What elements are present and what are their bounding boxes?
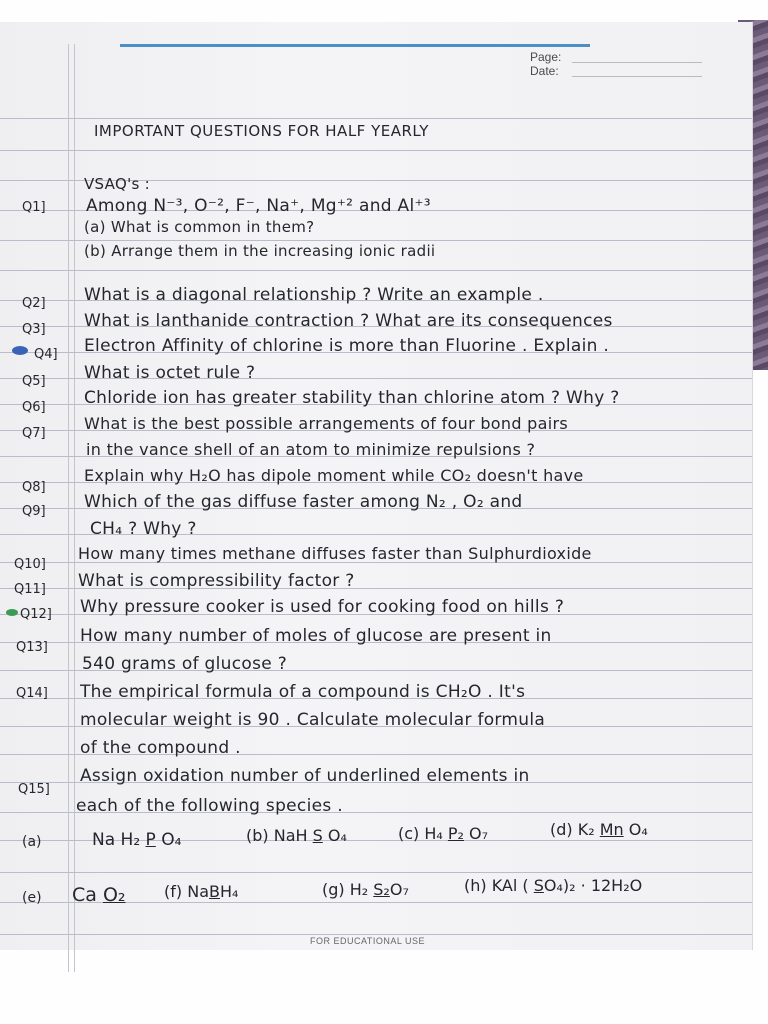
question-text: Chloride ion has greater stability than chlorine atom ? Why ? — [84, 388, 620, 408]
page-field-line — [572, 62, 702, 63]
section-heading: VSAQ's : — [84, 175, 151, 193]
species-formula: (g) H₂ S₂O₇ — [322, 880, 409, 899]
question-number: Q8] — [22, 480, 46, 495]
species-formula: (d) K₂ Mn O₄ — [550, 820, 648, 839]
question-text: What is compressibility factor ? — [78, 571, 355, 591]
page-top-line — [120, 44, 590, 47]
ruled-line — [0, 872, 752, 873]
question-text: in the vance shell of an atom to minimize repulsions ? — [86, 440, 536, 459]
question-text: What is a diagonal relationship ? Write an example . — [84, 285, 544, 305]
ruled-line — [0, 240, 752, 241]
question-number: Q13] — [16, 640, 48, 655]
question-text: 540 grams of glucose ? — [82, 654, 288, 674]
question-text: (a) What is common in them? — [84, 218, 315, 236]
question-text: How many times methane diffuses faster than Sulphurdioxide — [78, 544, 592, 563]
date-field-line — [572, 76, 702, 77]
question-number: Q11] — [14, 582, 46, 597]
question-text: Assign oxidation number of underlined elements in — [80, 766, 530, 786]
species-formula: (f) NaBH₄ — [164, 882, 239, 901]
page-label: Page: — [530, 50, 562, 64]
question-text: of the compound . — [80, 738, 241, 758]
page-title: IMPORTANT QUESTIONS FOR HALF YEARLY — [94, 122, 429, 140]
question-text: The empirical formula of a compound is CH₂O . It's — [80, 682, 526, 702]
question-number: Q7] — [22, 426, 46, 441]
question-number: Q10] — [14, 557, 46, 572]
species-label: (e) — [22, 890, 42, 906]
species-label: (a) — [22, 834, 42, 850]
species-formula: (b) NaH S O₄ — [246, 826, 347, 845]
blue-highlight-mark — [12, 346, 28, 355]
question-number: Q6] — [22, 400, 46, 415]
question-number: Q15] — [18, 782, 50, 797]
species-formula: Na H₂ P O₄ — [92, 830, 182, 850]
question-number: Q1] — [22, 200, 46, 215]
question-text: What is the best possible arrangements of four bond pairs — [84, 414, 568, 433]
ruled-line — [0, 270, 752, 271]
question-text: CH₄ ? Why ? — [90, 519, 197, 539]
question-number: Q4] — [34, 347, 58, 362]
species-formula: (h) KAl ( SO₄)₂ · 12H₂O — [464, 876, 643, 895]
question-text: What is lanthanide contraction ? What are its consequences — [84, 311, 613, 331]
question-text: What is octet rule ? — [84, 363, 256, 383]
question-text: Why pressure cooker is used for cooking food on hills ? — [80, 597, 565, 617]
footer-text: FOR EDUCATIONAL USE — [310, 936, 426, 946]
species-formula: Ca O₂ — [72, 884, 126, 906]
question-number: Q9] — [22, 504, 46, 519]
green-highlight-mark — [6, 609, 18, 616]
question-text: each of the following species . — [76, 796, 343, 816]
question-text: Among N⁻³, O⁻², F⁻, Na⁺, Mg⁺² and Al⁺³ — [86, 196, 431, 216]
question-text: Which of the gas diffuse faster among N₂ , O₂ and — [84, 492, 523, 512]
ruled-line — [0, 118, 752, 119]
ruled-line — [0, 934, 752, 935]
question-number: Q2] — [22, 296, 46, 311]
question-text: (b) Arrange them in the increasing ionic radii — [84, 242, 436, 260]
question-number: Q14] — [16, 686, 48, 701]
question-text: Electron Affinity of chlorine is more than Fluorine . Explain . — [84, 336, 610, 356]
question-text: How many number of moles of glucose are present in — [80, 626, 552, 646]
question-number: Q5] — [22, 374, 46, 389]
species-formula: (c) H₄ P₂ O₇ — [398, 824, 489, 843]
question-number: Q12] — [20, 607, 52, 622]
date-label: Date: — [530, 64, 559, 78]
question-number: Q3] — [22, 322, 46, 337]
question-text: molecular weight is 90 . Calculate molecular formula — [80, 710, 546, 730]
ruled-line — [0, 150, 752, 151]
question-text: Explain why H₂O has dipole moment while CO₂ doesn't have — [84, 466, 584, 485]
